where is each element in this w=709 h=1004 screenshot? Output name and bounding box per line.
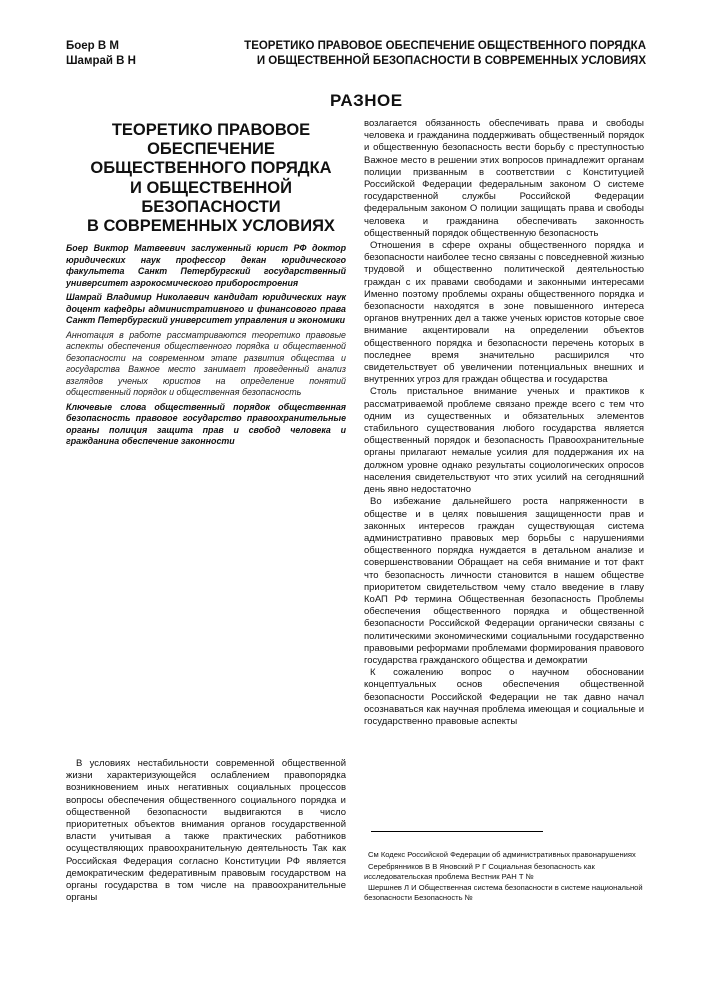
right-column-body [364,118,644,728]
title-line: ОБЕСПЕЧЕНИЕ [147,140,275,159]
author-info-boer: Боер Виктор Матвеевич заслуженный юрист РФ доктор юридических наук профессор декан юридического факультета Санкт Петербургский государственный университет аэрокосмического приборостроения [66,243,346,288]
title-line: БЕЗОПАСНОСТИ [141,197,281,216]
header-author-1: Боер В М [66,40,119,52]
footnote: Шершнев Л И Общественная система безопасности в системе национальной безопасности Безопасность № [364,883,643,903]
paragraph: Во избежание дальнейшего роста напряженности в обществе и в целях повышения защищенности прав и законных интересов граждан существующая система административно правовых мер борьбы с нарушениями общественного порядка нуждается в детальном анализе и совершенствовании Обращает на себя внимание и тот факт что безопасность личности становится в нашем обществе приоритетом свидетельством чему стало введение в главу КоАП РФ термина Общественная безопасность Проблемы обеспечения общественного порядка и общественной безопасности Российской Федерации органически связаны с политическими экономическими социальными государственно правовыми реформами проблемами формирования правового государства гражданского общества и демократии [364,496,644,666]
author-block [66,243,346,448]
title-line: ОБЩЕСТВЕННОГО ПОРЯДКА [90,159,332,178]
left-column-body [66,758,346,904]
title-line: В СОВРЕМЕННЫХ УСЛОВИЯХ [87,217,335,236]
title-line: И ОБЩЕСТВЕННОЙ [130,178,292,197]
paragraph: Отношения в сфере охраны общественного порядка и безопасности наиболее тесно связаны с повседневной жизнью трудовой и общественно политической деятельностью граждан с их правами свободами и законными интересами Именно поэтому проблемы охраны общественного порядка и безопасности находятся в зоне повышенного интереса органов внутренних дел а также ученых юристов которые свое внимание акцентировали на определении объектов общественного порядка и безопасности перечень которых в последнее время значительно расширился что свидетельствует об увеличении потенциальных внешних и внутренних угроз для граждан общества и государства [364,240,644,386]
running-header-authors [66,39,136,69]
header-author-2: Шамрай В Н [66,55,136,67]
running-header-title [220,39,646,69]
annotation: Аннотация в работе рассматриваются теоретико правовые аспекты обеспечения общественного порядка и общественной безопасности на современном этапе развития общества и государства Важное место занимает проведенный анализ взглядов ученых юристов на определение понятий общественный порядок и общественная безопасность [66,329,346,397]
footnotes [364,850,644,905]
header-title-line-1: ТЕОРЕТИКО ПРАВОВОЕ ОБЕСПЕЧЕНИЕ ОБЩЕСТВЕННОГО ПОРЯДКА [244,40,646,52]
paragraph: возлагается обязанность обеспечивать права и свободы человека и гражданина поддерживать общественный порядок и общественную безопасность вести борьбу с преступностью Важное место в решении этих вопросов принадлежит органам полиции призванным в соответствии с Конституцией Российской Федерации федеральным законом О системе государственной службы Российской Федерации федеральным законом О полиции защищать права и свободы человека и гражданина обеспечивать законность общественный порядок общественную безопасность [364,118,644,239]
paragraph: Столь пристальное внимание ученых и практиков к рассматриваемой проблеме связано прежде всего с тем что одним из существенных и обязательных элементов стабильного существования любого государства является общественный порядок и безопасность Правоохранительные органы прилагают немалые усилия для поддержания их на должном уровне однако результаты социологических опросов населения свидетельствуют что этих усилий на сегодняшний день явно недостаточно [364,386,644,496]
footnote: Серебрянников В В Яновский Р Г Социальная безопасность как исследовательская проблема Вестник РАН Т № [364,861,595,881]
footnote: См Кодекс Российской Федерации об административных правонарушениях [368,850,636,859]
author-info-shamrai: Шамрай Владимир Николаевич кандидат юридических наук доцент кафедры административного и финансового права Санкт Петербургский университет управления и экономики [66,292,346,325]
keywords: Ключевые слова общественный порядок общественная безопасность правовое государство правоохранительные органы полиция защита прав и свобод человека и гражданина обеспечение законности [66,401,346,446]
footnote-divider [371,831,543,832]
paragraph: К сожалению вопрос о научном обосновании концептуальных основ обеспечения общественной безопасности Российской Федерации не так давно начал осознаваться как научная проблема имеющая и социальные и государственно правовые аспекты [364,667,644,727]
article-title [68,121,354,236]
paragraph: В условиях нестабильности современной общественной жизни характеризующейся ослаблением правопорядка возникновением иных негативных социальных процессов вопросы обеспечения общественного социального порядка и общественной безопасности выдвигаются в число приоритетных объектов внимания органов государственной власти учитывая а также практических работников осуществляющих правоохранительную деятельность Так как Российская Федерация согласно Конституции РФ является демократическим федеративным правовым государством на органы государства в том числе на правоохранительные органы [66,758,346,904]
section-heading: РАЗНОЕ [330,91,403,110]
header-title-line-2: И ОБЩЕСТВЕННОЙ БЕЗОПАСНОСТИ В СОВРЕМЕННЫХ УСЛОВИЯХ [256,55,646,67]
title-line: ТЕОРЕТИКО ПРАВОВОЕ [111,121,311,139]
